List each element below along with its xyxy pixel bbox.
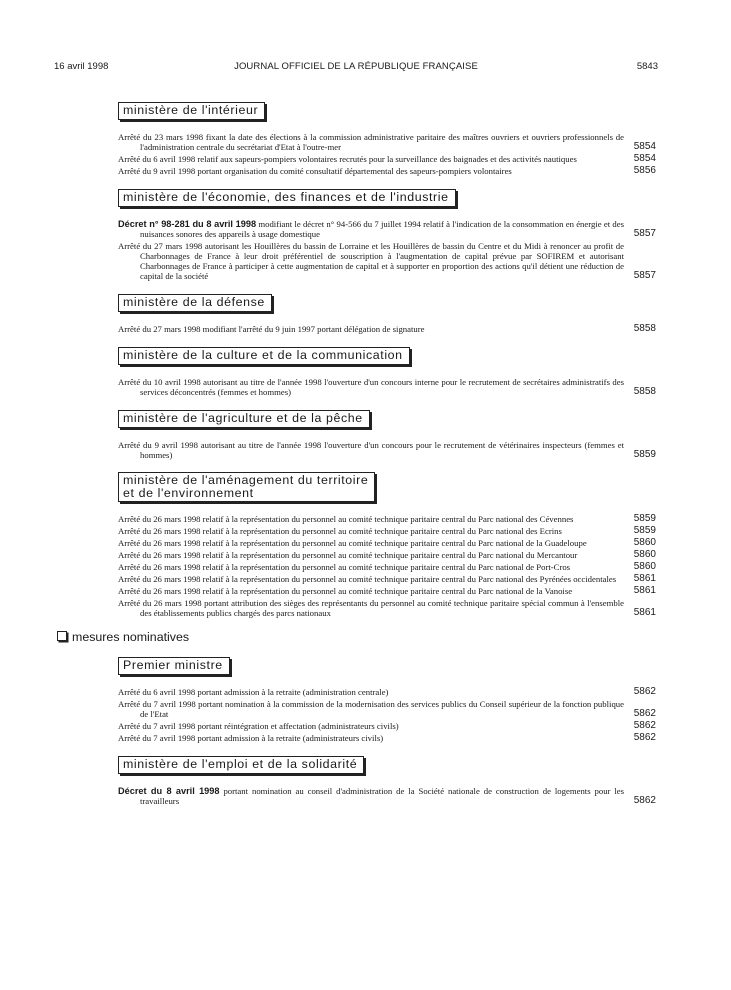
ministry-section (0, 188, 731, 281)
entry-text (118, 241, 624, 281)
entry-page-number: 5859 (633, 449, 656, 460)
entry-list (118, 687, 656, 743)
ministry-title: ministère de l'emploi et de la solidarité (123, 757, 358, 771)
entry-page-number: 5857 (633, 228, 656, 239)
decree-reference: Décret n° 98-281 du 8 avril 1998 (118, 219, 257, 229)
entry-text (118, 687, 624, 697)
entry-text (118, 514, 624, 524)
entry-list (118, 219, 656, 281)
toc-entry[interactable] (118, 586, 656, 596)
ministry-title: ministère de l'économie, des finances et de l'industrie (123, 190, 449, 204)
ministry-heading (118, 189, 456, 207)
ministry-title: ministère de la culture et de la communication (123, 348, 403, 362)
entry-description: Arrêté du 7 avril 1998 portant réintégration et affectation (administrateurs civils) (118, 721, 399, 731)
page-number: 5843 (636, 61, 658, 72)
entry-description: Arrêté du 26 mars 1998 relatif à la représentation du personnel au comité technique paritaire central du Parc national des Pyrénées occidentales (118, 574, 617, 584)
toc-entry[interactable] (118, 550, 656, 560)
subheading-text: mesures nominatives (72, 630, 190, 644)
toc-entry[interactable] (118, 514, 656, 524)
entry-description: Arrêté du 6 avril 1998 relatif aux sapeurs-pompiers volontaires recrutés pour la surveillance des baignades et des activités nautiques (118, 154, 577, 164)
table-of-contents (0, 101, 731, 818)
entry-page-number: 5860 (633, 549, 656, 560)
entry-description: Arrêté du 6 avril 1998 portant admission à la retraite (administration centrale) (118, 687, 389, 697)
ministry-heading (118, 472, 375, 502)
toc-entry[interactable] (118, 219, 656, 239)
entry-page-number: 5859 (633, 525, 656, 536)
toc-entry[interactable] (118, 526, 656, 536)
entry-text (118, 598, 624, 618)
journal-title: JOURNAL OFFICIEL DE LA RÉPUBLIQUE FRANÇAISE (234, 61, 478, 72)
entry-list (118, 324, 656, 334)
entry-page-number: 5857 (633, 270, 656, 281)
ministry-heading (118, 756, 364, 774)
entry-description: Arrêté du 7 avril 1998 portant admission à la retraite (administrateurs civils) (118, 733, 384, 743)
toc-entry[interactable] (118, 598, 656, 618)
entry-text (118, 538, 624, 548)
entry-page-number: 5854 (633, 141, 656, 152)
entry-text (118, 586, 624, 596)
entry-page-number: 5861 (633, 607, 656, 618)
ministry-heading (118, 410, 370, 428)
ministry-heading (118, 102, 265, 120)
entry-page-number: 5858 (633, 386, 656, 397)
ministry-section (0, 346, 731, 397)
entry-text (118, 219, 624, 239)
entry-description: Arrêté du 26 mars 1998 portant attribution des sièges des représentants du personnel au comité technique paritaire spécial commun à l'ensemble des établissements publics chargés des parcs nationaux (118, 598, 624, 618)
toc-entry[interactable] (118, 562, 656, 572)
ministry-title: ministère de la défense (123, 295, 265, 309)
ministry-heading (118, 294, 272, 312)
entry-list (118, 514, 656, 618)
entry-description: Arrêté du 26 mars 1998 relatif à la représentation du personnel au comité technique paritaire central du Parc national des Cévennes (118, 514, 574, 524)
entry-text (118, 550, 624, 560)
entry-description: Arrêté du 10 avril 1998 autorisant au titre de l'année 1998 l'ouverture d'un concours interne pour le recrutement de secrétaires administratifs des services déconcentrés (femmes et hommes) (118, 377, 624, 397)
toc-entry[interactable] (118, 574, 656, 584)
ministry-section (0, 755, 731, 806)
entry-list (118, 132, 656, 176)
entry-description: Arrêté du 26 mars 1998 relatif à la représentation du personnel au comité technique paritaire central du Parc national de la Vanoise (118, 586, 573, 596)
entry-list (118, 786, 656, 806)
entry-text (118, 562, 624, 572)
entry-text (118, 440, 624, 460)
subheading (57, 630, 731, 644)
page-header (54, 61, 658, 75)
entry-page-number: 5859 (633, 513, 656, 524)
entry-page-number: 5862 (633, 795, 656, 806)
entry-text (118, 733, 624, 743)
entry-text (118, 324, 624, 334)
decree-reference: Décret du 8 avril 1998 (118, 786, 220, 796)
entry-text (118, 721, 624, 731)
entry-description: Arrêté du 9 avril 1998 portant organisation du comité consultatif départemental des sapeurs-pompiers volontaires (118, 166, 512, 176)
entry-text (118, 574, 624, 584)
entry-description: Arrêté du 7 avril 1998 portant nomination à la commission de la modernisation des services publics du Conseil supérieur de la fonction publique de l'Etat (118, 699, 624, 719)
toc-entry[interactable] (118, 166, 656, 176)
entry-description: Arrêté du 23 mars 1998 fixant la date des élections à la commission administrative paritaire des maîtres ouvriers et ouvriers professionnels de l'administration centrale du secrétariat d'Etat à l'outre-mer (118, 132, 624, 152)
toc-entry[interactable] (118, 721, 656, 731)
entry-page-number: 5861 (633, 573, 656, 584)
entry-text (118, 786, 624, 806)
toc-entry[interactable] (118, 538, 656, 548)
ministry-heading (118, 657, 230, 675)
entry-text (118, 154, 624, 164)
ministry-title: ministère de l'aménagement du territoire (123, 473, 369, 487)
entry-text (118, 166, 624, 176)
toc-entry[interactable] (118, 324, 656, 334)
toc-entry[interactable] (118, 377, 656, 397)
toc-entry[interactable] (118, 786, 656, 806)
entry-page-number: 5856 (633, 165, 656, 176)
entry-description: Arrêté du 26 mars 1998 relatif à la représentation du personnel au comité technique paritaire central du Parc national des Ecrins (118, 526, 562, 536)
ministry-section (0, 656, 731, 743)
entry-list (118, 377, 656, 397)
ministry-title: ministère de l'intérieur (123, 103, 259, 117)
entry-description: portant nomination au conseil d'administration de la Société nationale de construction de logements pour les travailleurs (140, 786, 625, 806)
entry-description: Arrêté du 9 avril 1998 autorisant au titre de l'année 1998 l'ouverture d'un concours pour le recrutement de vétérinaires inspecteurs (femmes et hommes) (118, 440, 624, 460)
ministry-section (0, 101, 731, 176)
toc-entry[interactable] (118, 699, 656, 719)
toc-entry[interactable] (118, 687, 656, 697)
ministry-title: Premier ministre (123, 658, 223, 672)
ministry-heading (118, 347, 410, 365)
toc-entry[interactable] (118, 241, 656, 281)
entry-page-number: 5860 (633, 537, 656, 548)
entry-list (118, 440, 656, 460)
entry-text (118, 699, 624, 719)
entry-page-number: 5862 (633, 686, 656, 697)
ministry-section (0, 472, 731, 618)
entry-description: Arrêté du 27 mars 1998 autorisant les Houillères du bassin de Lorraine et les Houillères de bassin du Centre et du Midi à renoncer au profit de Charbonnages de France à leur droit préférentiel de souscription à l'augmentation de capital prévue par SOFIREM et autorisant Charbonnages de France à participer à cette augmentation de capital et à supporter en proportion des actions qu'il détient une réduction de capital de la société (118, 241, 624, 281)
toc-entry[interactable] (118, 440, 656, 460)
ministry-section (0, 293, 731, 334)
ministry-title: ministère de l'agriculture et de la pêche (123, 411, 363, 425)
entry-page-number: 5861 (633, 585, 656, 596)
toc-entry[interactable] (118, 132, 656, 152)
entry-page-number: 5858 (633, 323, 656, 334)
entry-description: Arrêté du 26 mars 1998 relatif à la représentation du personnel au comité technique paritaire central du Parc national de la Guadeloupe (118, 538, 587, 548)
entry-page-number: 5862 (633, 732, 656, 743)
entry-description: Arrêté du 27 mars 1998 modifiant l'arrêté du 9 juin 1997 portant délégation de signature (118, 324, 425, 334)
toc-entry[interactable] (118, 733, 656, 743)
entry-description: modifiant le décret n° 94-566 du 7 juillet 1994 relatif à l'indication de la consommation en énergie et des nuisances sonores des appareils à usage domestique (140, 219, 624, 239)
ministry-section (0, 409, 731, 460)
entry-text (118, 132, 624, 152)
entry-page-number: 5862 (633, 708, 656, 719)
entry-page-number: 5862 (633, 720, 656, 731)
entry-description: Arrêté du 26 mars 1998 relatif à la représentation du personnel au comité technique paritaire central du Parc national de Port-Cros (118, 562, 571, 572)
square-bullet-icon (57, 631, 67, 641)
ministry-title-line2: et de l'environnement (123, 485, 254, 500)
entry-text (118, 377, 624, 397)
entry-page-number: 5854 (633, 153, 656, 164)
header-date: 16 avril 1998 (54, 61, 109, 72)
entry-page-number: 5860 (633, 561, 656, 572)
toc-entry[interactable] (118, 154, 656, 164)
entry-text (118, 526, 624, 536)
entry-description: Arrêté du 26 mars 1998 relatif à la représentation du personnel au comité technique paritaire central du Parc national du Mercantour (118, 550, 578, 560)
